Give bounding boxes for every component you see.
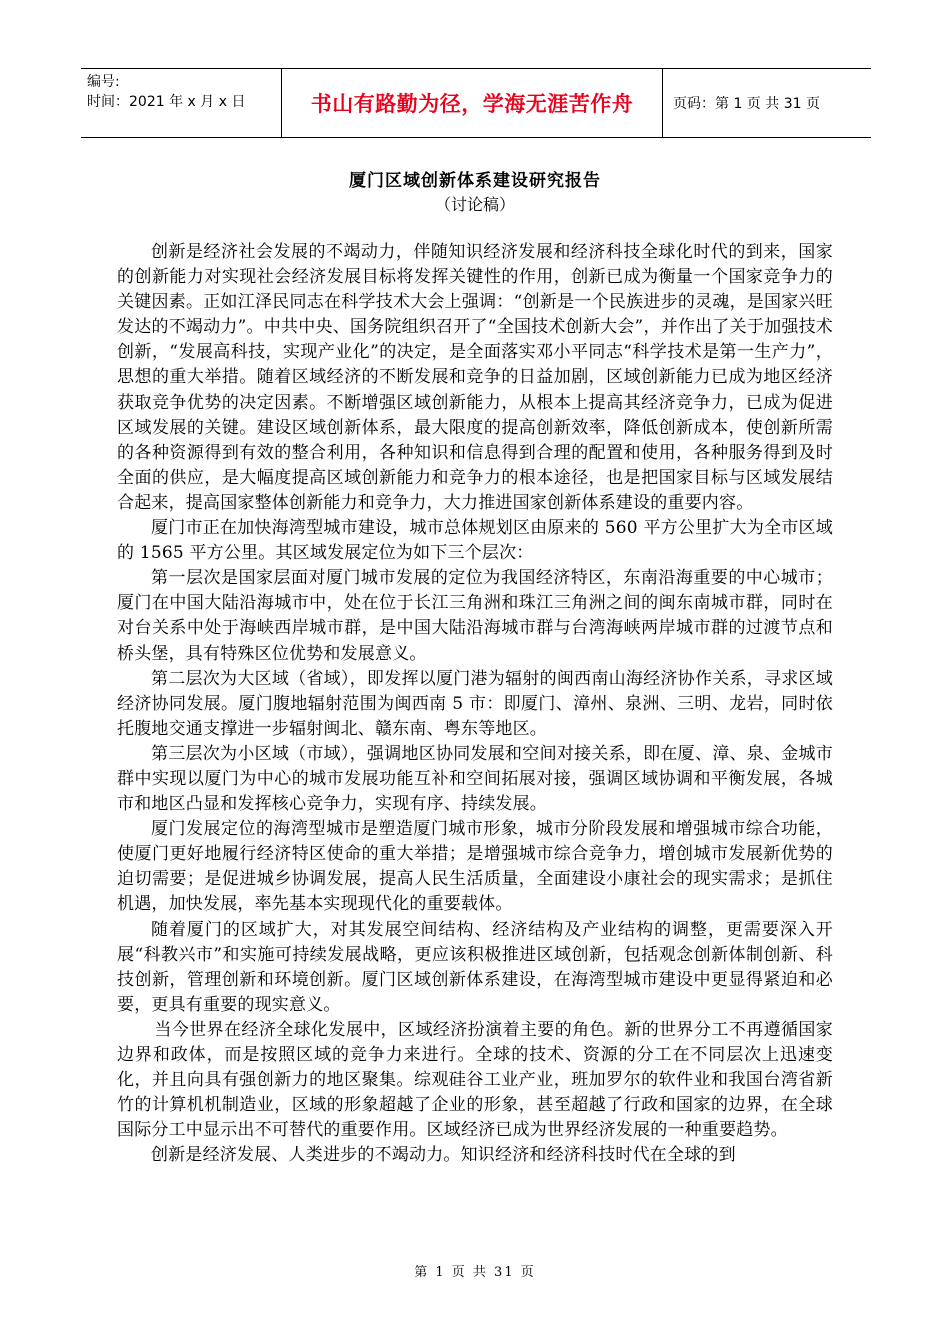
document-title: 厦门区域创新体系建设研究报告 <box>349 171 601 191</box>
header-table <box>81 68 871 138</box>
time-label: 时间：2021 年 x 月 x 日 <box>87 94 246 110</box>
paragraph: 创新是经济发展、人类进步的不竭动力。知识经济和经济科技时代在全球的到 <box>151 1145 736 1166</box>
document-body <box>117 240 833 1168</box>
page-footer: 第 1 页 共 31 页 <box>414 1265 536 1280</box>
paragraph: 当今世界在经济全球化发展中，区域经济扮演着主要的角色。新的世界分工不再遵循国家边界和政体，而是按照区域的竞争力来进行。全球的技术、资源的分工在不同层次上迅速变化，并且向具有强创新力的地区聚集。综观硅谷工业产业，班加罗尔的软件业和我国台湾省新竹的计算机机制造业，区域的形象超越了企业的形象，甚至超越了行政和国家的边界，在全球国际分工中显示出不可替代的重要作用。区域经济已成为世界经济发展的一种重要趋势。 <box>117 1019 833 1141</box>
paragraph: 随着厦门的区域扩大，对其发展空间结构、经济结构及产业结构的调整，更需要深入开展“科教兴市”和实施可持续发展战略，更应该积极推进区域创新，包括观念创新体制创新、科技创新，管理创新和环境创新。厦门区域创新体系建设，在海湾型城市建设中更显得紧迫和必要，更具有重要的现实意义。 <box>117 919 833 1015</box>
paragraph: 创新是经济社会发展的不竭动力，伴随知识经济发展和经济科技全球化时代的到来，国家的创新能力对实现社会经济发展目标将发挥关键性的作用，创新已成为衡量一个国家竞争力的关键因素。正如江泽民同志在科学技术大会上强调：“创新是一个民族进步的灵魂，是国家兴旺发达的不竭动力”。中共中央、国务院组织召开了“全国技术创新大会”，并作出了关于加强技术创新，“发展高科技，实现产业化”的决定，是全面落实邓小平同志“科学技术是第一生产力”，思想的重大举措。随着区域经济的不断发展和竞争的日益加剧，区域创新能力已成为地区经济获取竞争优势的决定因素。不断增强区域创新能力，从根本上提高其经济竞争力，已成为促进区域发展的关键。建设区域创新体系，最大限度的提高创新效率，降低创新成本，使创新所需的各种资源得到有效的整合利用，各种知识和信息得到合理的配置和使用，各种服务得到及时全面的供应，是大幅度提高区域创新能力和竞争力的根本途径，也是把国家目标与区域发展结合起来，提高国家整体创新能力和竞争力，大力推进国家创新体系建设的重要内容。 <box>117 242 833 513</box>
code-label: 编号: <box>87 74 120 90</box>
paragraph: 第一层次是国家层面对厦门城市发展的定位为我国经济特区，东南沿海重要的中心城市；厦门在中国大陆沿海城市中，处在位于长江三角洲和珠江三角洲之间的闽东南城市群，同时在对台关系中处于海峡西岸城市群，是中国大陆沿海城市群与台湾海峡两岸城市群的过渡节点和桥头堡，具有特殊区位优势和发展意义。 <box>117 568 833 664</box>
header-page-info: 页码：第 1 页 共 31 页 <box>673 96 820 112</box>
paragraph: 厦门发展定位的海湾型城市是塑造厦门城市形象，城市分阶段发展和增强城市综合功能，使厦门更好地履行经济特区使命的重大举措；是增强城市综合竞争力，增创城市发展新优势的迫切需要；是促进城乡协调发展，提高人民生活质量，全面建设小康社会的现实需求；是抓住机遇，加快发展，率先基本实现现代化的重要载体。 <box>117 819 833 915</box>
paragraph: 厦门市正在加快海湾型城市建设，城市总体规划区由原来的 560 平方公里扩大为全市区域的 1565 平方公里。其区域发展定位为如下三个层次： <box>117 518 833 564</box>
header-motto: 书山有路勤为径，学海无涯苦作舟 <box>282 69 663 137</box>
document-subtitle: （讨论稿） <box>434 195 515 214</box>
paragraph: 第三层次为小区域（市域），强调地区协同发展和空间对接关系，即在厦、漳、泉、金城市群中实现以厦门为中心的城市发展功能互补和空间拓展对接，强调区域协调和平衡发展，各城市和地区凸显和发挥核心竞争力，实现有序、持续发展。 <box>117 743 833 815</box>
header-meta <box>81 69 282 137</box>
paragraph: 第二层次为大区域（省域），即发挥以厦门港为辐射的闽西南山海经济协作关系，寻求区域经济协同发展。厦门腹地辐射范围为闽西南 5 市：即厦门、漳州、泉洲、三明、龙岩，同时依托腹地交通支撑进一步辐射闽北、赣东南、粤东等地区。 <box>117 668 833 739</box>
